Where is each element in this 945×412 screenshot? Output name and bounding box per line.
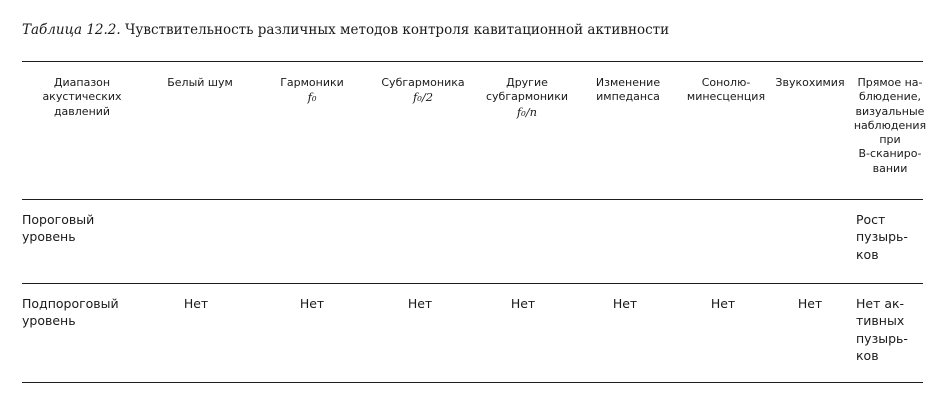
- header-harmonics: Гармоники f₀: [280, 76, 344, 105]
- header-sonochemistry: Звукохимия: [775, 76, 845, 89]
- table-caption: [22, 22, 669, 38]
- header-range: Диапазон акустических давлений: [42, 76, 122, 118]
- row-subthreshold-other-subharmonics: Нет: [510, 296, 536, 311]
- row-threshold-label: Пороговый уровень: [22, 212, 95, 245]
- row-threshold-direct-observation: Рост пузырь- ков: [856, 212, 908, 262]
- row-subthreshold-label: Подпороговый уровень: [22, 296, 119, 329]
- header-bottom-rule: [22, 199, 923, 200]
- table-number: Таблица 12.2.: [22, 22, 121, 38]
- row-subthreshold-impedance: Нет: [612, 296, 638, 311]
- row-subthreshold-harmonics: Нет: [299, 296, 325, 311]
- top-rule: [22, 61, 923, 62]
- bottom-rule: [22, 382, 923, 383]
- row-subthreshold-direct-observation: Нет ак- тивных пузырь- ков: [856, 296, 908, 363]
- header-sonoluminescence: Сонолю- минесценция: [686, 76, 766, 104]
- header-subharmonic: Субгармоника f₀/2: [381, 76, 465, 105]
- header-white-noise: Белый шум: [167, 76, 233, 89]
- header-impedance: Изменение импеданса: [595, 76, 661, 104]
- table-title: Чувствительность различных методов контроля кавитационной активности: [125, 22, 670, 38]
- row-subthreshold-subharmonic: Нет: [407, 296, 433, 311]
- row-subthreshold-sonoluminescence: Нет: [710, 296, 736, 311]
- row-divider-rule: [22, 283, 923, 284]
- row-subthreshold-white-noise: Нет: [183, 296, 209, 311]
- header-other-subharmonics: Другие субгармоники f₀/n: [485, 76, 568, 119]
- header-direct-observation: Прямое на- блюдение, визуальные наблюдения при В-сканиро- вании: [853, 76, 927, 175]
- row-subthreshold-sonochemistry: Нет: [797, 296, 823, 311]
